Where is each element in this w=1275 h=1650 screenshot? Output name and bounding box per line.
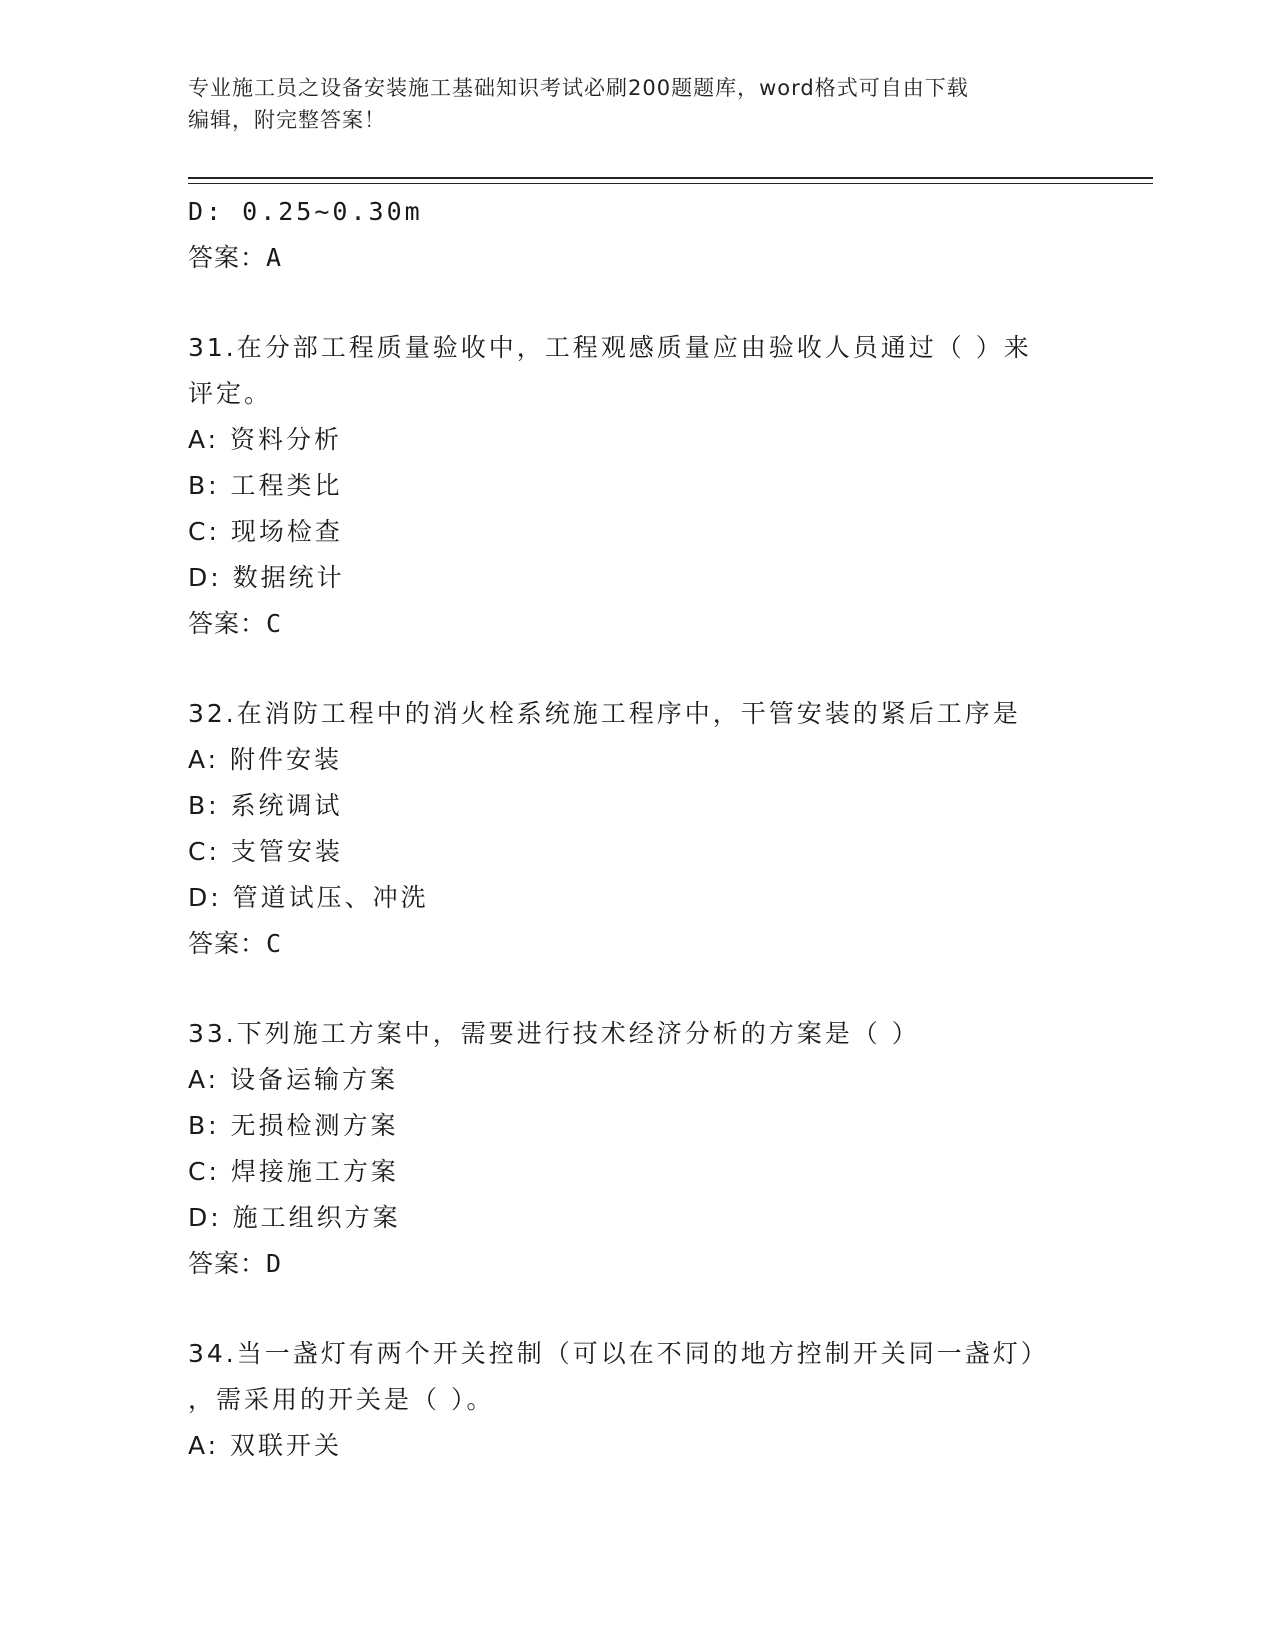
option-a: A: 双联开关	[188, 1431, 343, 1460]
question-stem: 33.下列施工方案中，需要进行技术经济分析的方案是（ ）	[188, 1019, 920, 1048]
option-b: B: 系统调试	[188, 791, 343, 820]
spacer	[188, 967, 1128, 1011]
spacer	[188, 647, 1128, 691]
question-stem: 34.当一盏灯有两个开关控制（可以在不同的地方控制开关同一盏灯）	[188, 1339, 1049, 1368]
prev-option-d: D: 0.25~0.30m	[188, 197, 423, 226]
question-32	[188, 691, 1128, 967]
answer: 答案：C	[188, 929, 283, 958]
question-31	[188, 325, 1128, 647]
question-stem: 32.在消防工程中的消火栓系统施工程序中，干管安装的紧后工序是	[188, 699, 1021, 728]
question-content	[188, 189, 1128, 1469]
option-b: B: 工程类比	[188, 471, 343, 500]
header-title-line-2: 编辑，附完整答案！	[188, 108, 386, 132]
question-stem-cont: ，需采用的开关是（ ）。	[188, 1385, 495, 1414]
option-d: D: 施工组织方案	[188, 1203, 401, 1232]
header-divider-thin	[188, 183, 1153, 184]
option-b: B: 无损检测方案	[188, 1111, 399, 1140]
spacer	[188, 281, 1128, 325]
answer: 答案：D	[188, 1249, 283, 1278]
option-a: A: 资料分析	[188, 425, 343, 454]
question-stem: 31.在分部工程质量验收中，工程观感质量应由验收人员通过（ ）来	[188, 333, 1032, 362]
question-34	[188, 1331, 1128, 1469]
header-title-line-1: 专业施工员之设备安装施工基础知识考试必刷200题题库，word格式可自由下载	[188, 76, 969, 100]
option-a: A: 附件安装	[188, 745, 343, 774]
header-divider-thick	[188, 177, 1153, 179]
option-c: C: 现场检查	[188, 517, 343, 546]
option-d: D: 数据统计	[188, 563, 345, 592]
option-a: A: 设备运输方案	[188, 1065, 399, 1094]
option-d: D: 管道试压、冲洗	[188, 883, 429, 912]
question-stem-cont: 评定。	[188, 379, 273, 408]
prev-answer: 答案：A	[188, 243, 283, 272]
question-33	[188, 1011, 1128, 1287]
page-header	[188, 72, 1088, 136]
option-c: C: 支管安装	[188, 837, 343, 866]
option-c: C: 焊接施工方案	[188, 1157, 399, 1186]
spacer	[188, 1287, 1128, 1331]
answer: 答案：C	[188, 609, 283, 638]
